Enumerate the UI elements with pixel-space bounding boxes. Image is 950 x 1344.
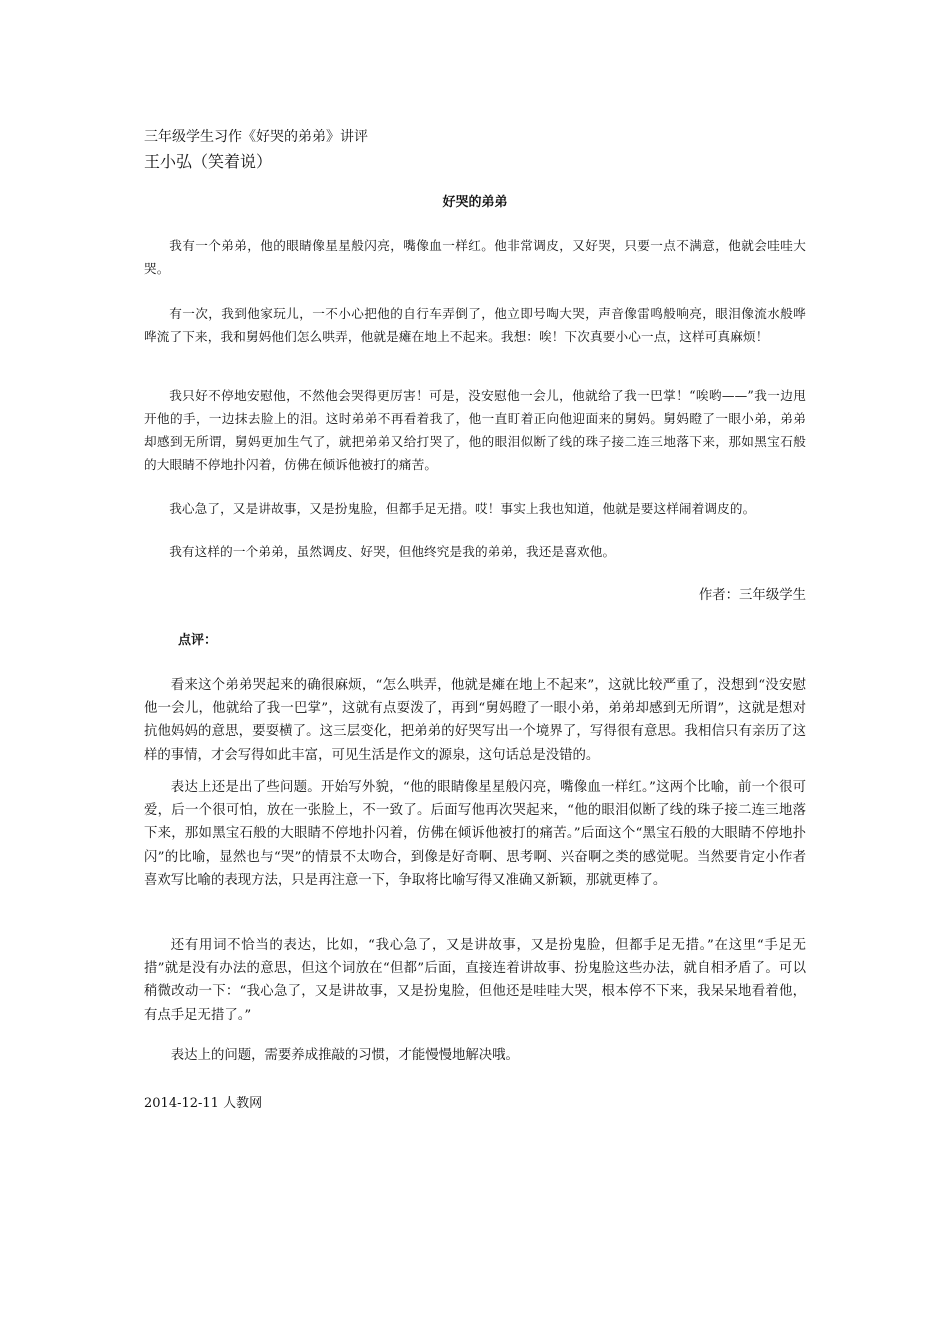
review-paragraph: 表达上还是出了些问题。开始写外貌，“他的眼睛像星星般闪亮，嘴像血一样红。”这两个比喻，前一个很可爱，后一个很可怕，放在一张脸上，不一致了。后面写他再次哭起来，“他的眼泪似断了线的珠子接二连三地落下来，那如黑宝石般的大眼睛不停地扑闪着，仿佛在倾诉他被打的痛苦。”后面这个“黑宝石般的大眼睛不停地扑闪”的比喻，显然也与“哭”的情景不太吻合，到像是好奇啊、思考啊、兴奋啊之类的感觉呢。当然要肯定小作者喜欢写比喻的表现方法，只是再注意一下，争取将比喻写得又准确又新颖，那就更棒了。 (144, 780, 806, 888)
source-date: 2014-12-11 人教网 (144, 1096, 263, 1111)
essay-paragraph: 我有一个弟弟，他的眼睛像星星般闪亮，嘴像血一样红。他非常调皮，又好哭，只要一点不满意，他就会哇哇大哭。 (144, 238, 806, 276)
essay-byline: 作者：三年级学生 (698, 588, 806, 603)
review-paragraph: 表达上的问题，需要养成推敲的习惯，才能慢慢地解决哦。 (170, 1048, 519, 1063)
review-paragraph: 还有用词不恰当的表达，比如，“我心急了，又是讲故事，又是扮鬼脸，但都手足无措。”在这里“手足无措”就是没有办法的意思，但这个词放在“但都”后面，直接连着讲故事、扮鬼脸这些办法，就自相矛盾了。可以稍微改动一下：“我心急了，又是讲故事，又是扮鬼脸，但他还是哇哇大哭，根本停不下来，我呆呆地看着他，有点手足无措了。” (144, 938, 806, 1023)
review-heading: 点评： (178, 633, 218, 648)
essay-title: 好哭的弟弟 (442, 195, 508, 210)
reviewer-name: 王小弘（笑着说） (144, 152, 273, 171)
essay-paragraph: 我只好不停地安慰他，不然他会哭得更厉害！可是，没安慰他一会儿，他就给了我一巴掌！“唉哟——”我一边甩开他的手，一边抹去脸上的泪。这时弟弟不再看着我了，他一直盯着正向他迎面来的舅妈。舅妈瞪了一眼小弟，弟弟却感到无所谓，舅妈更加生气了，就把弟弟又给打哭了，他的眼泪似断了线的珠子接二连三地落下来，那如黑宝石般的大眼睛不停地扑闪着，仿佛在倾诉他被打的痛苦。 (144, 388, 806, 472)
essay-paragraph: 我有这样的一个弟弟，虽然调皮、好哭，但他终究是我的弟弟，我还是喜欢他。 (169, 544, 616, 559)
review-paragraph: 看来这个弟弟哭起来的确很麻烦，“怎么哄弄，他就是瘫在地上不起来”，这就比较严重了，没想到“没安慰他一会儿，他就给了我一巴掌”，这就有点耍泼了，再到“舅妈瞪了一眼小弟，弟弟却感到无所谓”，这就是想对抗他妈妈的意思，要耍横了。这三层变化，把弟弟的好哭写出一个境界了，写得很有意思。我相信只有亲历了这样的事情，才会写得如此丰富，可见生活是作文的源泉，这句话总是没错的。 (144, 678, 806, 763)
essay-paragraph: 有一次，我到他家玩儿，一不小心把他的自行车弄倒了，他立即号啕大哭，声音像雷鸣般响亮，眼泪像流水般哗哗流了下来，我和舅妈他们怎么哄弄，他就是瘫在地上不起来。我想：唉！下次真要小心一点，这样可真麻烦！ (144, 306, 806, 344)
document-heading: 三年级学生习作《好哭的弟弟》讲评 (144, 129, 368, 145)
essay-paragraph: 我心急了，又是讲故事，又是扮鬼脸，但都手足无措。哎！事实上我也知道，他就是要这样闹着调皮的。 (169, 501, 756, 516)
